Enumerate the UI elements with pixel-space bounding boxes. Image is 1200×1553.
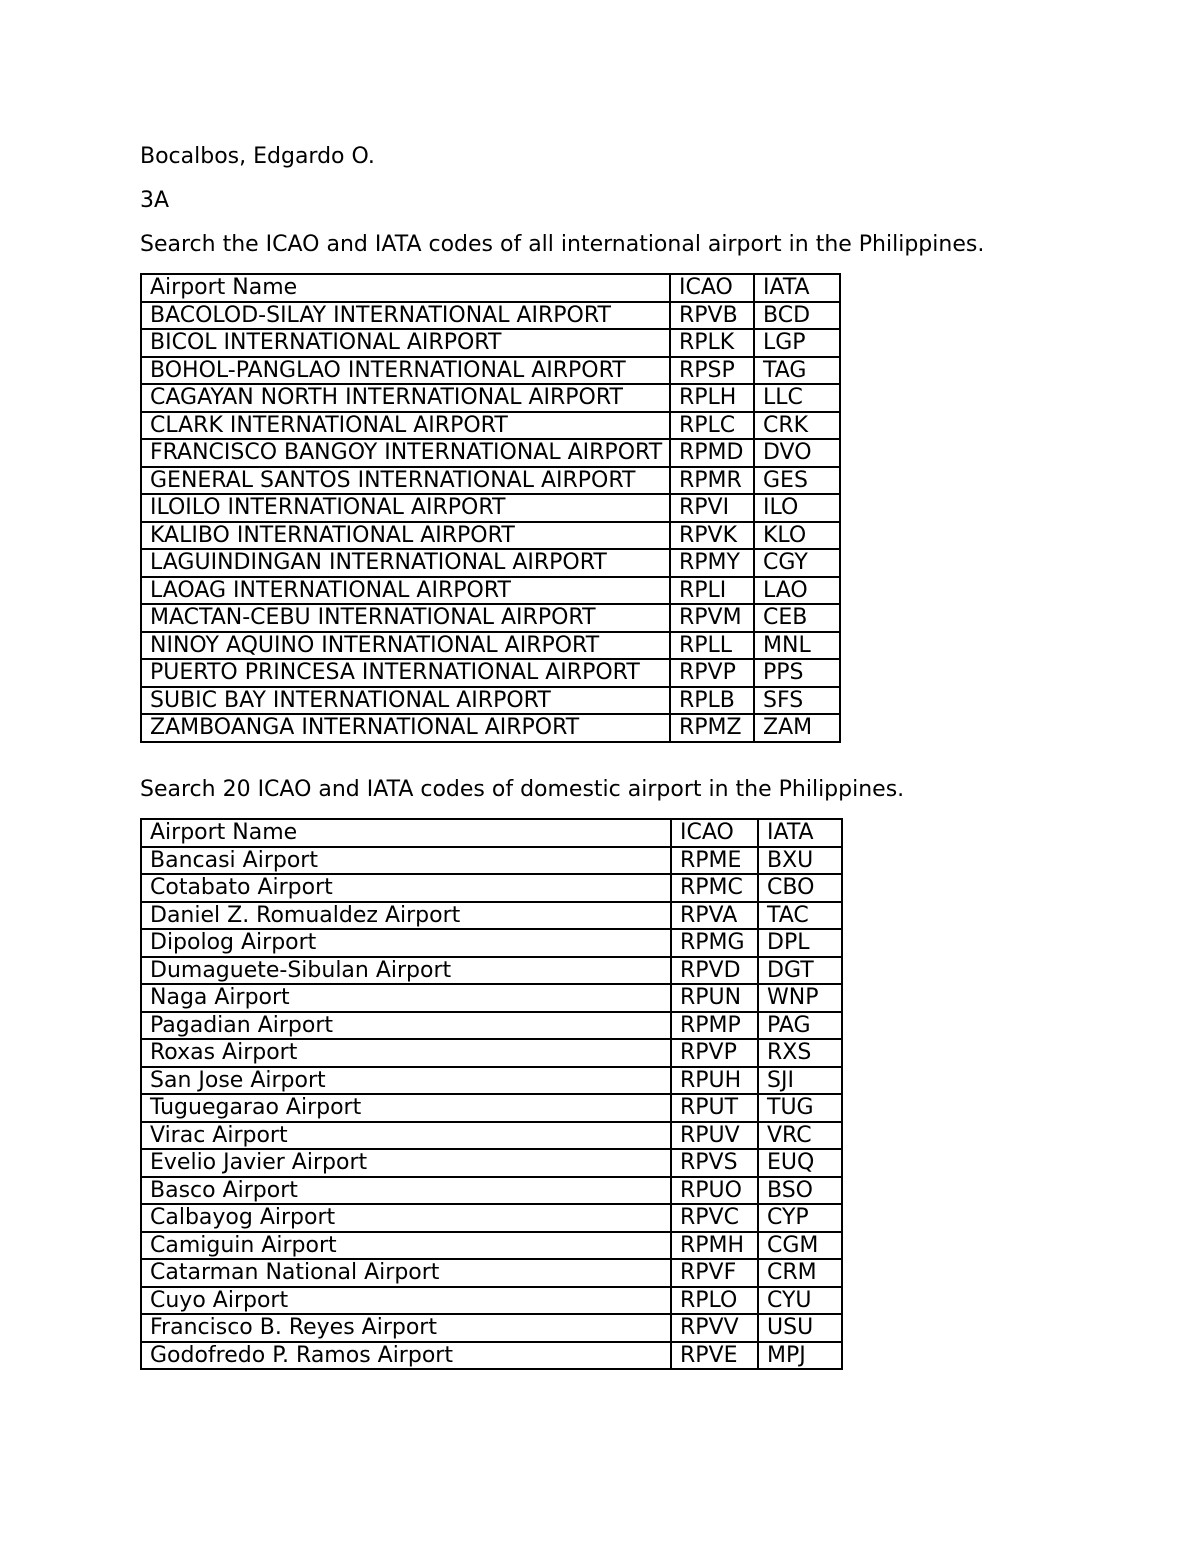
icao-code-cell: RPLK (670, 329, 754, 357)
icao-code-cell: RPVP (670, 659, 754, 687)
table-row (141, 549, 840, 577)
airport-name-cell: SUBIC BAY INTERNATIONAL AIRPORT (141, 687, 670, 715)
airport-name-cell: Calbayog Airport (141, 1204, 671, 1232)
table-row (141, 467, 840, 495)
iata-code-cell: LAO (754, 577, 840, 605)
icao-code-cell: RPVA (671, 902, 758, 930)
icao-code-cell: RPMP (671, 1012, 758, 1040)
header-iata: IATA (754, 274, 840, 302)
iata-code-cell: CEB (754, 604, 840, 632)
airport-name-cell: Dumaguete-Sibulan Airport (141, 957, 671, 985)
table-row (141, 1122, 842, 1150)
airport-name-cell: Francisco B. Reyes Airport (141, 1314, 671, 1342)
airport-name-cell: Naga Airport (141, 984, 671, 1012)
iata-code-cell: RXS (758, 1039, 842, 1067)
airport-name-cell: Virac Airport (141, 1122, 671, 1150)
iata-code-cell: CYU (758, 1287, 842, 1315)
icao-code-cell: RPVP (671, 1039, 758, 1067)
header-iata: IATA (758, 819, 842, 847)
icao-code-cell: RPLO (671, 1287, 758, 1315)
iata-code-cell: CYP (758, 1204, 842, 1232)
table-row (141, 1067, 842, 1095)
icao-code-cell: RPVI (670, 494, 754, 522)
table-row (141, 687, 840, 715)
iata-code-cell: LGP (754, 329, 840, 357)
airport-name-cell: LAGUINDINGAN INTERNATIONAL AIRPORT (141, 549, 670, 577)
airport-name-cell: NINOY AQUINO INTERNATIONAL AIRPORT (141, 632, 670, 660)
iata-code-cell: DPL (758, 929, 842, 957)
table-row (141, 522, 840, 550)
airport-name-cell: CAGAYAN NORTH INTERNATIONAL AIRPORT (141, 384, 670, 412)
table-row (141, 329, 840, 357)
airport-name-cell: Catarman National Airport (141, 1259, 671, 1287)
airport-name-cell: Basco Airport (141, 1177, 671, 1205)
table-row (141, 439, 840, 467)
icao-code-cell: RPUN (671, 984, 758, 1012)
table-row (141, 384, 840, 412)
table-row (141, 902, 842, 930)
icao-code-cell: RPVE (671, 1342, 758, 1370)
table-header-row (141, 819, 842, 847)
table-row (141, 1039, 842, 1067)
icao-code-cell: RPMD (670, 439, 754, 467)
icao-code-cell: RPME (671, 847, 758, 875)
iata-code-cell: EUQ (758, 1149, 842, 1177)
table-row (141, 1342, 842, 1370)
iata-code-cell: BXU (758, 847, 842, 875)
table-row (141, 412, 840, 440)
airport-name-cell: San Jose Airport (141, 1067, 671, 1095)
iata-code-cell: BSO (758, 1177, 842, 1205)
question-domestic: Search 20 ICAO and IATA codes of domestic airport in the Philippines. (140, 777, 905, 802)
iata-code-cell: CGY (754, 549, 840, 577)
icao-code-cell: RPLI (670, 577, 754, 605)
icao-code-cell: RPUH (671, 1067, 758, 1095)
international-airports-table (140, 273, 841, 743)
table-row (141, 357, 840, 385)
iata-code-cell: LLC (754, 384, 840, 412)
header-icao: ICAO (670, 274, 754, 302)
icao-code-cell: RPMZ (670, 714, 754, 742)
airport-name-cell: LAOAG INTERNATIONAL AIRPORT (141, 577, 670, 605)
iata-code-cell: CGM (758, 1232, 842, 1260)
icao-code-cell: RPUO (671, 1177, 758, 1205)
airport-name-cell: ZAMBOANGA INTERNATIONAL AIRPORT (141, 714, 670, 742)
icao-code-cell: RPVM (670, 604, 754, 632)
table-row (141, 1287, 842, 1315)
iata-code-cell: GES (754, 467, 840, 495)
airport-name-cell: Camiguin Airport (141, 1232, 671, 1260)
table-row (141, 1149, 842, 1177)
airport-name-cell: FRANCISCO BANGOY INTERNATIONAL AIRPORT (141, 439, 670, 467)
iata-code-cell: CRK (754, 412, 840, 440)
section-label: 3A (140, 188, 170, 213)
table-row (141, 984, 842, 1012)
icao-code-cell: RPVF (671, 1259, 758, 1287)
iata-code-cell: SJI (758, 1067, 842, 1095)
airport-name-cell: Bancasi Airport (141, 847, 671, 875)
airport-name-cell: Daniel Z. Romualdez Airport (141, 902, 671, 930)
iata-code-cell: BCD (754, 302, 840, 330)
table-row (141, 494, 840, 522)
airport-name-cell: BOHOL-PANGLAO INTERNATIONAL AIRPORT (141, 357, 670, 385)
iata-code-cell: CBO (758, 874, 842, 902)
iata-code-cell: PAG (758, 1012, 842, 1040)
iata-code-cell: MPJ (758, 1342, 842, 1370)
iata-code-cell: TAC (758, 902, 842, 930)
table-row (141, 632, 840, 660)
iata-code-cell: DVO (754, 439, 840, 467)
icao-code-cell: RPVC (671, 1204, 758, 1232)
iata-code-cell: CRM (758, 1259, 842, 1287)
author-name: Bocalbos, Edgardo O. (140, 144, 375, 169)
table-row (141, 929, 842, 957)
iata-code-cell: MNL (754, 632, 840, 660)
table-row (141, 1204, 842, 1232)
header-icao: ICAO (671, 819, 758, 847)
icao-code-cell: RPLL (670, 632, 754, 660)
airport-name-cell: PUERTO PRINCESA INTERNATIONAL AIRPORT (141, 659, 670, 687)
iata-code-cell: ZAM (754, 714, 840, 742)
iata-code-cell: PPS (754, 659, 840, 687)
icao-code-cell: RPMC (671, 874, 758, 902)
icao-code-cell: RPMY (670, 549, 754, 577)
iata-code-cell: ILO (754, 494, 840, 522)
airport-name-cell: BICOL INTERNATIONAL AIRPORT (141, 329, 670, 357)
table-row (141, 1232, 842, 1260)
table-row (141, 659, 840, 687)
icao-code-cell: RPLH (670, 384, 754, 412)
airport-name-cell: Pagadian Airport (141, 1012, 671, 1040)
icao-code-cell: RPVS (671, 1149, 758, 1177)
table-row (141, 957, 842, 985)
airport-name-cell: Evelio Javier Airport (141, 1149, 671, 1177)
icao-code-cell: RPMH (671, 1232, 758, 1260)
icao-code-cell: RPMG (671, 929, 758, 957)
icao-code-cell: RPVB (670, 302, 754, 330)
table-row (141, 847, 842, 875)
airport-name-cell: Cotabato Airport (141, 874, 671, 902)
table-row (141, 604, 840, 632)
table-row (141, 1259, 842, 1287)
iata-code-cell: KLO (754, 522, 840, 550)
airport-name-cell: CLARK INTERNATIONAL AIRPORT (141, 412, 670, 440)
airport-name-cell: KALIBO INTERNATIONAL AIRPORT (141, 522, 670, 550)
airport-name-cell: Tuguegarao Airport (141, 1094, 671, 1122)
table-row (141, 1177, 842, 1205)
airport-name-cell: MACTAN-CEBU INTERNATIONAL AIRPORT (141, 604, 670, 632)
airport-name-cell: GENERAL SANTOS INTERNATIONAL AIRPORT (141, 467, 670, 495)
iata-code-cell: USU (758, 1314, 842, 1342)
table-row (141, 714, 840, 742)
icao-code-cell: RPSP (670, 357, 754, 385)
airport-name-cell: Cuyo Airport (141, 1287, 671, 1315)
icao-code-cell: RPMR (670, 467, 754, 495)
iata-code-cell: SFS (754, 687, 840, 715)
table-row (141, 577, 840, 605)
icao-code-cell: RPLB (670, 687, 754, 715)
iata-code-cell: TAG (754, 357, 840, 385)
table-row (141, 1314, 842, 1342)
airport-name-cell: Dipolog Airport (141, 929, 671, 957)
table-row (141, 302, 840, 330)
airport-name-cell: Roxas Airport (141, 1039, 671, 1067)
table-row (141, 1012, 842, 1040)
icao-code-cell: RPUT (671, 1094, 758, 1122)
icao-code-cell: RPLC (670, 412, 754, 440)
icao-code-cell: RPUV (671, 1122, 758, 1150)
table-row (141, 1094, 842, 1122)
icao-code-cell: RPVD (671, 957, 758, 985)
iata-code-cell: VRC (758, 1122, 842, 1150)
question-international: Search the ICAO and IATA codes of all international airport in the Philippines. (140, 232, 985, 257)
airport-name-cell: ILOILO INTERNATIONAL AIRPORT (141, 494, 670, 522)
table-row (141, 874, 842, 902)
airport-name-cell: BACOLOD-SILAY INTERNATIONAL AIRPORT (141, 302, 670, 330)
iata-code-cell: WNP (758, 984, 842, 1012)
iata-code-cell: TUG (758, 1094, 842, 1122)
icao-code-cell: RPVK (670, 522, 754, 550)
domestic-airports-table (140, 818, 843, 1370)
header-airport-name: Airport Name (141, 819, 671, 847)
iata-code-cell: DGT (758, 957, 842, 985)
table-header-row (141, 274, 840, 302)
airport-name-cell: Godofredo P. Ramos Airport (141, 1342, 671, 1370)
icao-code-cell: RPVV (671, 1314, 758, 1342)
header-airport-name: Airport Name (141, 274, 670, 302)
